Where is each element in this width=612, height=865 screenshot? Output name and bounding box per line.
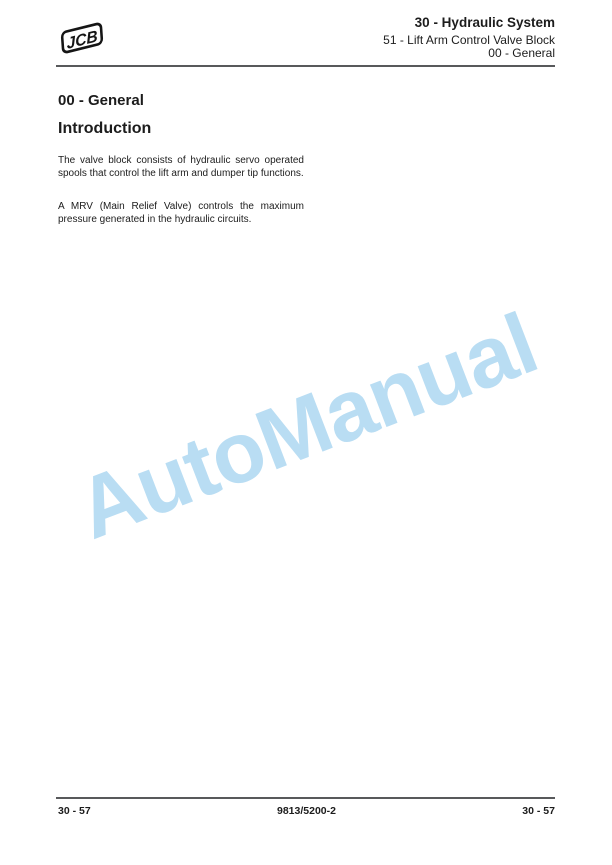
- header-chapter-title: 30 - Hydraulic System: [414, 15, 555, 30]
- header-section-title: 51 - Lift Arm Control Valve Block: [383, 32, 555, 47]
- header-divider: [56, 65, 555, 67]
- body-paragraph: A MRV (Main Relief Valve) controls the maximum pressure generated in the hydraulic circuits.: [58, 201, 304, 225]
- jcb-logo-text: JCB: [65, 27, 99, 53]
- header-subsection-title: 00 - General: [488, 46, 555, 60]
- jcb-logo-icon: [54, 20, 110, 56]
- introduction-heading: Introduction: [58, 120, 152, 137]
- footer-divider: [56, 797, 555, 799]
- jcb-logo: [54, 20, 110, 56]
- footer-page-number-right: 30 - 57: [522, 805, 555, 817]
- page-header: [383, 16, 555, 61]
- body-paragraph: The valve block consists of hydraulic servo operated spools that control the lift arm and dumper tip functions.: [58, 155, 304, 179]
- page-footer: [58, 805, 555, 817]
- automanual-watermark: AutoManual: [64, 295, 550, 558]
- footer-document-code: 9813/5200-2: [277, 805, 336, 817]
- section-heading: 00 - General: [58, 92, 144, 109]
- footer-page-number-left: 30 - 57: [58, 805, 91, 817]
